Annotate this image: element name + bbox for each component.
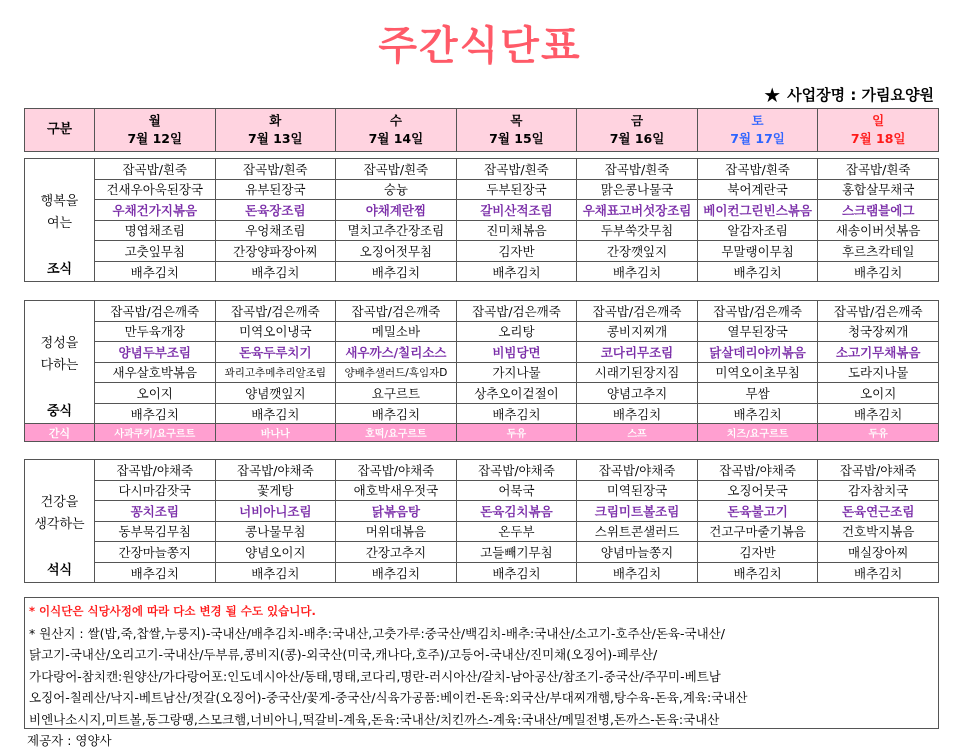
origin-line-5: 비엔나소시지,미트볼,동그랑땡,스모크햄,너비아니,떡갈비-계육,돈육:국내산/치킨까스-계육:국내산/메밀전병,돈까스-돈육:국내산 <box>29 711 720 727</box>
menu-item: 너비아니조림 <box>215 501 336 522</box>
menu-item: 양념고추지 <box>577 383 698 404</box>
snack-row <box>25 424 939 442</box>
menu-item: 새우살호박볶음 <box>95 362 216 383</box>
menu-item: 오징어뭇국 <box>697 480 818 501</box>
menu-item: 잡곡밥/야채죽 <box>336 460 457 481</box>
menu-item: 간장깻잎지 <box>577 241 698 262</box>
dinner-label <box>25 460 95 583</box>
menu-item: 우채표고버섯장조림 <box>577 200 698 221</box>
header-day-6 <box>818 109 939 152</box>
menu-item: 콩비지찌개 <box>577 321 698 342</box>
snack-item: 호떡/요구르트 <box>336 424 457 442</box>
menu-item: 오이지 <box>95 383 216 404</box>
menu-item: 건새우아욱된장국 <box>95 179 216 200</box>
menu-item: 배추김치 <box>456 562 577 583</box>
menu-item: 동부묵김무침 <box>95 521 216 542</box>
date-label: 7월 13일 <box>248 131 303 146</box>
menu-item: 배추김치 <box>697 403 818 424</box>
menu-item: 돈육연근조림 <box>818 501 939 522</box>
date-label: 7월 16일 <box>609 131 665 146</box>
snack-item: 두유 <box>818 424 939 442</box>
breakfast-meal-name: 조식 <box>46 262 73 278</box>
menu-item: 잡곡밥/야채죽 <box>215 460 336 481</box>
menu-item: 돈육불고기 <box>697 501 818 522</box>
weekday-label: 목 <box>510 113 523 128</box>
menu-item: 비빔당면 <box>456 342 577 363</box>
facility-label: 사업장명 : 가림요양원 <box>787 86 934 104</box>
menu-item: 새우까스/칠리소스 <box>336 342 457 363</box>
breakfast-row <box>25 159 939 180</box>
header-day-2 <box>336 109 457 152</box>
page-title: 주간식단표 <box>378 23 582 69</box>
menu-item: 야채계란찜 <box>336 200 457 221</box>
menu-item: 갈비산적조림 <box>456 200 577 221</box>
header-day-1 <box>215 109 336 152</box>
menu-item: 잡곡밥/검은깨죽 <box>95 301 216 322</box>
menu-item: 코다리무조림 <box>577 342 698 363</box>
date-label: 7월 17일 <box>730 131 785 146</box>
menu-item: 잡곡밥/야채죽 <box>577 460 698 481</box>
lunch-row <box>25 342 939 363</box>
lunch-label <box>25 301 95 424</box>
header-row <box>25 109 939 152</box>
breakfast-row <box>25 241 939 262</box>
menu-item: 잡곡밥/흰죽 <box>697 159 818 180</box>
menu-item: 꽈리고추메추리알조림 <box>215 362 336 383</box>
menu-item: 양배추샐러드/흑임자D <box>336 362 457 383</box>
menu-item: 배추김치 <box>336 403 457 424</box>
menu-item: 잡곡밥/야채죽 <box>95 460 216 481</box>
dinner-row <box>25 562 939 583</box>
menu-item: 잡곡밥/흰죽 <box>456 159 577 180</box>
menu-item: 맑은콩나물국 <box>577 179 698 200</box>
breakfast-table <box>24 158 939 282</box>
menu-item: 잡곡밥/검은깨죽 <box>456 301 577 322</box>
category-label: 구분 <box>25 109 95 152</box>
snack-item: 바나나 <box>215 424 336 442</box>
snack-item: 스프 <box>577 424 698 442</box>
menu-item: 양념두부조림 <box>95 342 216 363</box>
menu-item: 간장마늘쫑지 <box>95 542 216 563</box>
snack-item: 치즈/요구르트 <box>697 424 818 442</box>
weekday-label: 토 <box>751 113 764 128</box>
menu-item: 간장고추지 <box>336 542 457 563</box>
menu-item: 스위트콘샐러드 <box>577 521 698 542</box>
menu-item: 꽃게탕 <box>215 480 336 501</box>
menu-item: 미역오이냉국 <box>215 321 336 342</box>
menu-item: 배추김치 <box>95 261 216 282</box>
menu-item: 만두육개장 <box>95 321 216 342</box>
header-day-4 <box>577 109 698 152</box>
menu-item: 두부된장국 <box>456 179 577 200</box>
provider: 제공자 : 영양사 <box>27 733 112 748</box>
menu-item: 돈육김치볶음 <box>456 501 577 522</box>
menu-item: 알감자조림 <box>697 220 818 241</box>
header-day-5 <box>697 109 818 152</box>
dinner-row <box>25 460 939 481</box>
lunch-row <box>25 362 939 383</box>
origin-line-4: 오징어-칠레산/낙지-베트남산/젓갈(오징어)-중국산/꽃게-중국산/식육가공품:베이컨-돈육:외국산/부대찌개햄,탕수육-돈육,계육:국내산 <box>29 690 748 705</box>
breakfast-label <box>25 159 95 282</box>
menu-item: 잡곡밥/야채죽 <box>456 460 577 481</box>
menu-item: 잡곡밥/검은깨죽 <box>215 301 336 322</box>
menu-item: 닭살데리야끼볶음 <box>697 342 818 363</box>
weekday-label: 금 <box>630 113 644 128</box>
menu-item: 매실장아찌 <box>818 542 939 563</box>
lunch-row <box>25 321 939 342</box>
dinner-row <box>25 542 939 563</box>
menu-item: 멸치고추간장조림 <box>336 220 457 241</box>
menu-item: 잡곡밥/검은깨죽 <box>697 301 818 322</box>
weekday-label: 일 <box>872 113 885 128</box>
dinner-table <box>24 459 939 583</box>
header-table <box>24 108 939 152</box>
menu-item: 소고기무채볶음 <box>818 342 939 363</box>
menu-item: 스크램블에그 <box>818 200 939 221</box>
menu-item: 무말랭이무침 <box>697 241 818 262</box>
date-label: 7월 15일 <box>489 131 544 146</box>
weekday-label: 화 <box>269 113 282 128</box>
date-label: 7월 18일 <box>850 131 906 146</box>
menu-item: 잡곡밥/검은깨죽 <box>577 301 698 322</box>
menu-item: 미역오이초무침 <box>697 362 818 383</box>
menu-item: 가지나물 <box>456 362 577 383</box>
dinner-meal-name: 석식 <box>46 563 73 579</box>
dinner-row <box>25 501 939 522</box>
snack-label: 간식 <box>25 424 95 442</box>
breakfast-row <box>25 179 939 200</box>
menu-item: 배추김치 <box>577 562 698 583</box>
menu-item: 배추김치 <box>697 562 818 583</box>
lunch-label-line: 다하는 <box>40 357 79 373</box>
menu-item: 두부쑥갓무침 <box>577 220 698 241</box>
header-day-3 <box>456 109 577 152</box>
menu-item: 잡곡밥/흰죽 <box>818 159 939 180</box>
lunch-row <box>25 383 939 404</box>
header-day-0 <box>95 109 216 152</box>
menu-item: 돈육두루치기 <box>215 342 336 363</box>
menu-item: 미역된장국 <box>577 480 698 501</box>
menu-item: 김자반 <box>697 542 818 563</box>
menu-item: 우엉채조림 <box>215 220 336 241</box>
menu-item: 오리탕 <box>456 321 577 342</box>
menu-item: 잡곡밥/검은깨죽 <box>818 301 939 322</box>
menu-item: 잡곡밥/야채죽 <box>697 460 818 481</box>
lunch-meal-name: 중식 <box>46 404 73 420</box>
menu-item: 배추김치 <box>577 403 698 424</box>
menu-item: 배추김치 <box>818 261 939 282</box>
menu-item: 배추김치 <box>215 562 336 583</box>
menu-item: 베이컨그린빈스볶음 <box>697 200 818 221</box>
menu-item: 잡곡밥/야채죽 <box>818 460 939 481</box>
menu-item: 잡곡밥/흰죽 <box>95 159 216 180</box>
breakfast-label-line: 여는 <box>46 215 73 231</box>
menu-item: 양념오이지 <box>215 542 336 563</box>
breakfast-row <box>25 261 939 282</box>
menu-item: 크림미트볼조림 <box>577 501 698 522</box>
menu-item: 건고구마줄기볶음 <box>697 521 818 542</box>
menu-item: 도라지나물 <box>818 362 939 383</box>
menu-item: 김자반 <box>456 241 577 262</box>
breakfast-row <box>25 200 939 221</box>
dinner-label-line: 건강을 <box>40 494 79 510</box>
menu-item: 오이지 <box>818 383 939 404</box>
menu-item: 어묵국 <box>456 480 577 501</box>
origin-line-2: 닭고기-국내산/오리고기-국내산/두부류,콩비지(콩)-외국산(미국,캐나다,호주)/고등어-국내산/진미채(오징어)-페루산/ <box>29 647 658 662</box>
menu-item: 시래기된장지짐 <box>577 362 698 383</box>
menu-item: 배추김치 <box>818 403 939 424</box>
menu-item: 배추김치 <box>336 261 457 282</box>
menu-item: 메밀소바 <box>336 321 457 342</box>
menu-item: 배추김치 <box>95 403 216 424</box>
menu-item: 새송이버섯볶음 <box>818 220 939 241</box>
dinner-row <box>25 480 939 501</box>
menu-item: 배추김치 <box>215 261 336 282</box>
menu-item: 양념깻잎지 <box>215 383 336 404</box>
menu-item: 무쌈 <box>697 383 818 404</box>
menu-item: 감자참치국 <box>818 480 939 501</box>
menu-item: 애호박새우젓국 <box>336 480 457 501</box>
menu-item: 돈육장조림 <box>215 200 336 221</box>
menu-item: 꽁치조림 <box>95 501 216 522</box>
menu-item: 다시마감잣국 <box>95 480 216 501</box>
menu-item: 고춧잎무침 <box>95 241 216 262</box>
menu-item: 배추김치 <box>697 261 818 282</box>
snack-item: 사과쿠키/요구르트 <box>95 424 216 442</box>
origin-line-3: 가다랑어-참치캔:원양산/가다랑어포:인도네시아산/동태,명태,코다리,명란-러시아산/갈치-남아공산/참조기-중국산/주꾸미-베트남 <box>29 668 721 684</box>
menu-item: 양념마늘쫑지 <box>577 542 698 563</box>
menu-item: 배추김치 <box>456 403 577 424</box>
menu-item: 잡곡밥/검은깨죽 <box>336 301 457 322</box>
date-label: 7월 12일 <box>127 131 183 146</box>
menu-item: 잡곡밥/흰죽 <box>577 159 698 180</box>
dinner-label-line: 생각하는 <box>34 516 85 532</box>
menu-item: 배추김치 <box>336 562 457 583</box>
snack-item: 두유 <box>456 424 577 442</box>
menu-item: 유부된장국 <box>215 179 336 200</box>
menu-item: 머위대볶음 <box>336 521 457 542</box>
menu-item: 건호박지볶음 <box>818 521 939 542</box>
notice-warning: * 이식단은 식당사정에 따라 다소 변경 될 수도 있습니다. <box>29 604 316 618</box>
menu-item: 배추김치 <box>577 261 698 282</box>
lunch-table <box>24 300 939 442</box>
menu-item: 콩나물무침 <box>215 521 336 542</box>
menu-item: 잡곡밥/흰죽 <box>215 159 336 180</box>
lunch-label-line: 정성을 <box>40 335 79 351</box>
menu-item: 간장양파장아찌 <box>215 241 336 262</box>
menu-item: 열무된장국 <box>697 321 818 342</box>
facility-name <box>763 84 934 105</box>
dinner-row <box>25 521 939 542</box>
menu-item: 진미채볶음 <box>456 220 577 241</box>
notes-box <box>24 597 939 729</box>
menu-item: 숭늉 <box>336 179 457 200</box>
star-icon: ★ <box>763 82 782 107</box>
menu-item: 배추김치 <box>95 562 216 583</box>
breakfast-row <box>25 220 939 241</box>
menu-item: 닭볶음탕 <box>336 501 457 522</box>
menu-item: 홍합살무채국 <box>818 179 939 200</box>
menu-item: 상추오이겉절이 <box>456 383 577 404</box>
menu-item: 배추김치 <box>456 261 577 282</box>
breakfast-label-line: 행복을 <box>40 193 79 209</box>
menu-item: 청국장찌개 <box>818 321 939 342</box>
menu-item: 명엽채조림 <box>95 220 216 241</box>
origin-line-1: * 원산지 : 쌀(밥,죽,찹쌀,누룽지)-국내산/배추김치-배추:국내산,고춧가루:중국산/백김치-배추:국내산/소고기-호주산/돈육-국내산/ <box>29 625 725 641</box>
menu-item: 북어계란국 <box>697 179 818 200</box>
lunch-row <box>25 403 939 424</box>
menu-item: 요구르트 <box>336 383 457 404</box>
menu-item: 오징어젓무침 <box>336 241 457 262</box>
weekday-label: 수 <box>389 113 402 128</box>
menu-item: 온두부 <box>456 521 577 542</box>
date-label: 7월 14일 <box>368 131 424 146</box>
menu-item: 배추김치 <box>818 562 939 583</box>
weekday-label: 월 <box>148 113 161 128</box>
menu-item: 잡곡밥/흰죽 <box>336 159 457 180</box>
menu-item: 후르츠칵테일 <box>818 241 939 262</box>
lunch-row <box>25 301 939 322</box>
menu-item: 배추김치 <box>215 403 336 424</box>
menu-item: 고들빼기무침 <box>456 542 577 563</box>
menu-item: 우채건가지볶음 <box>95 200 216 221</box>
